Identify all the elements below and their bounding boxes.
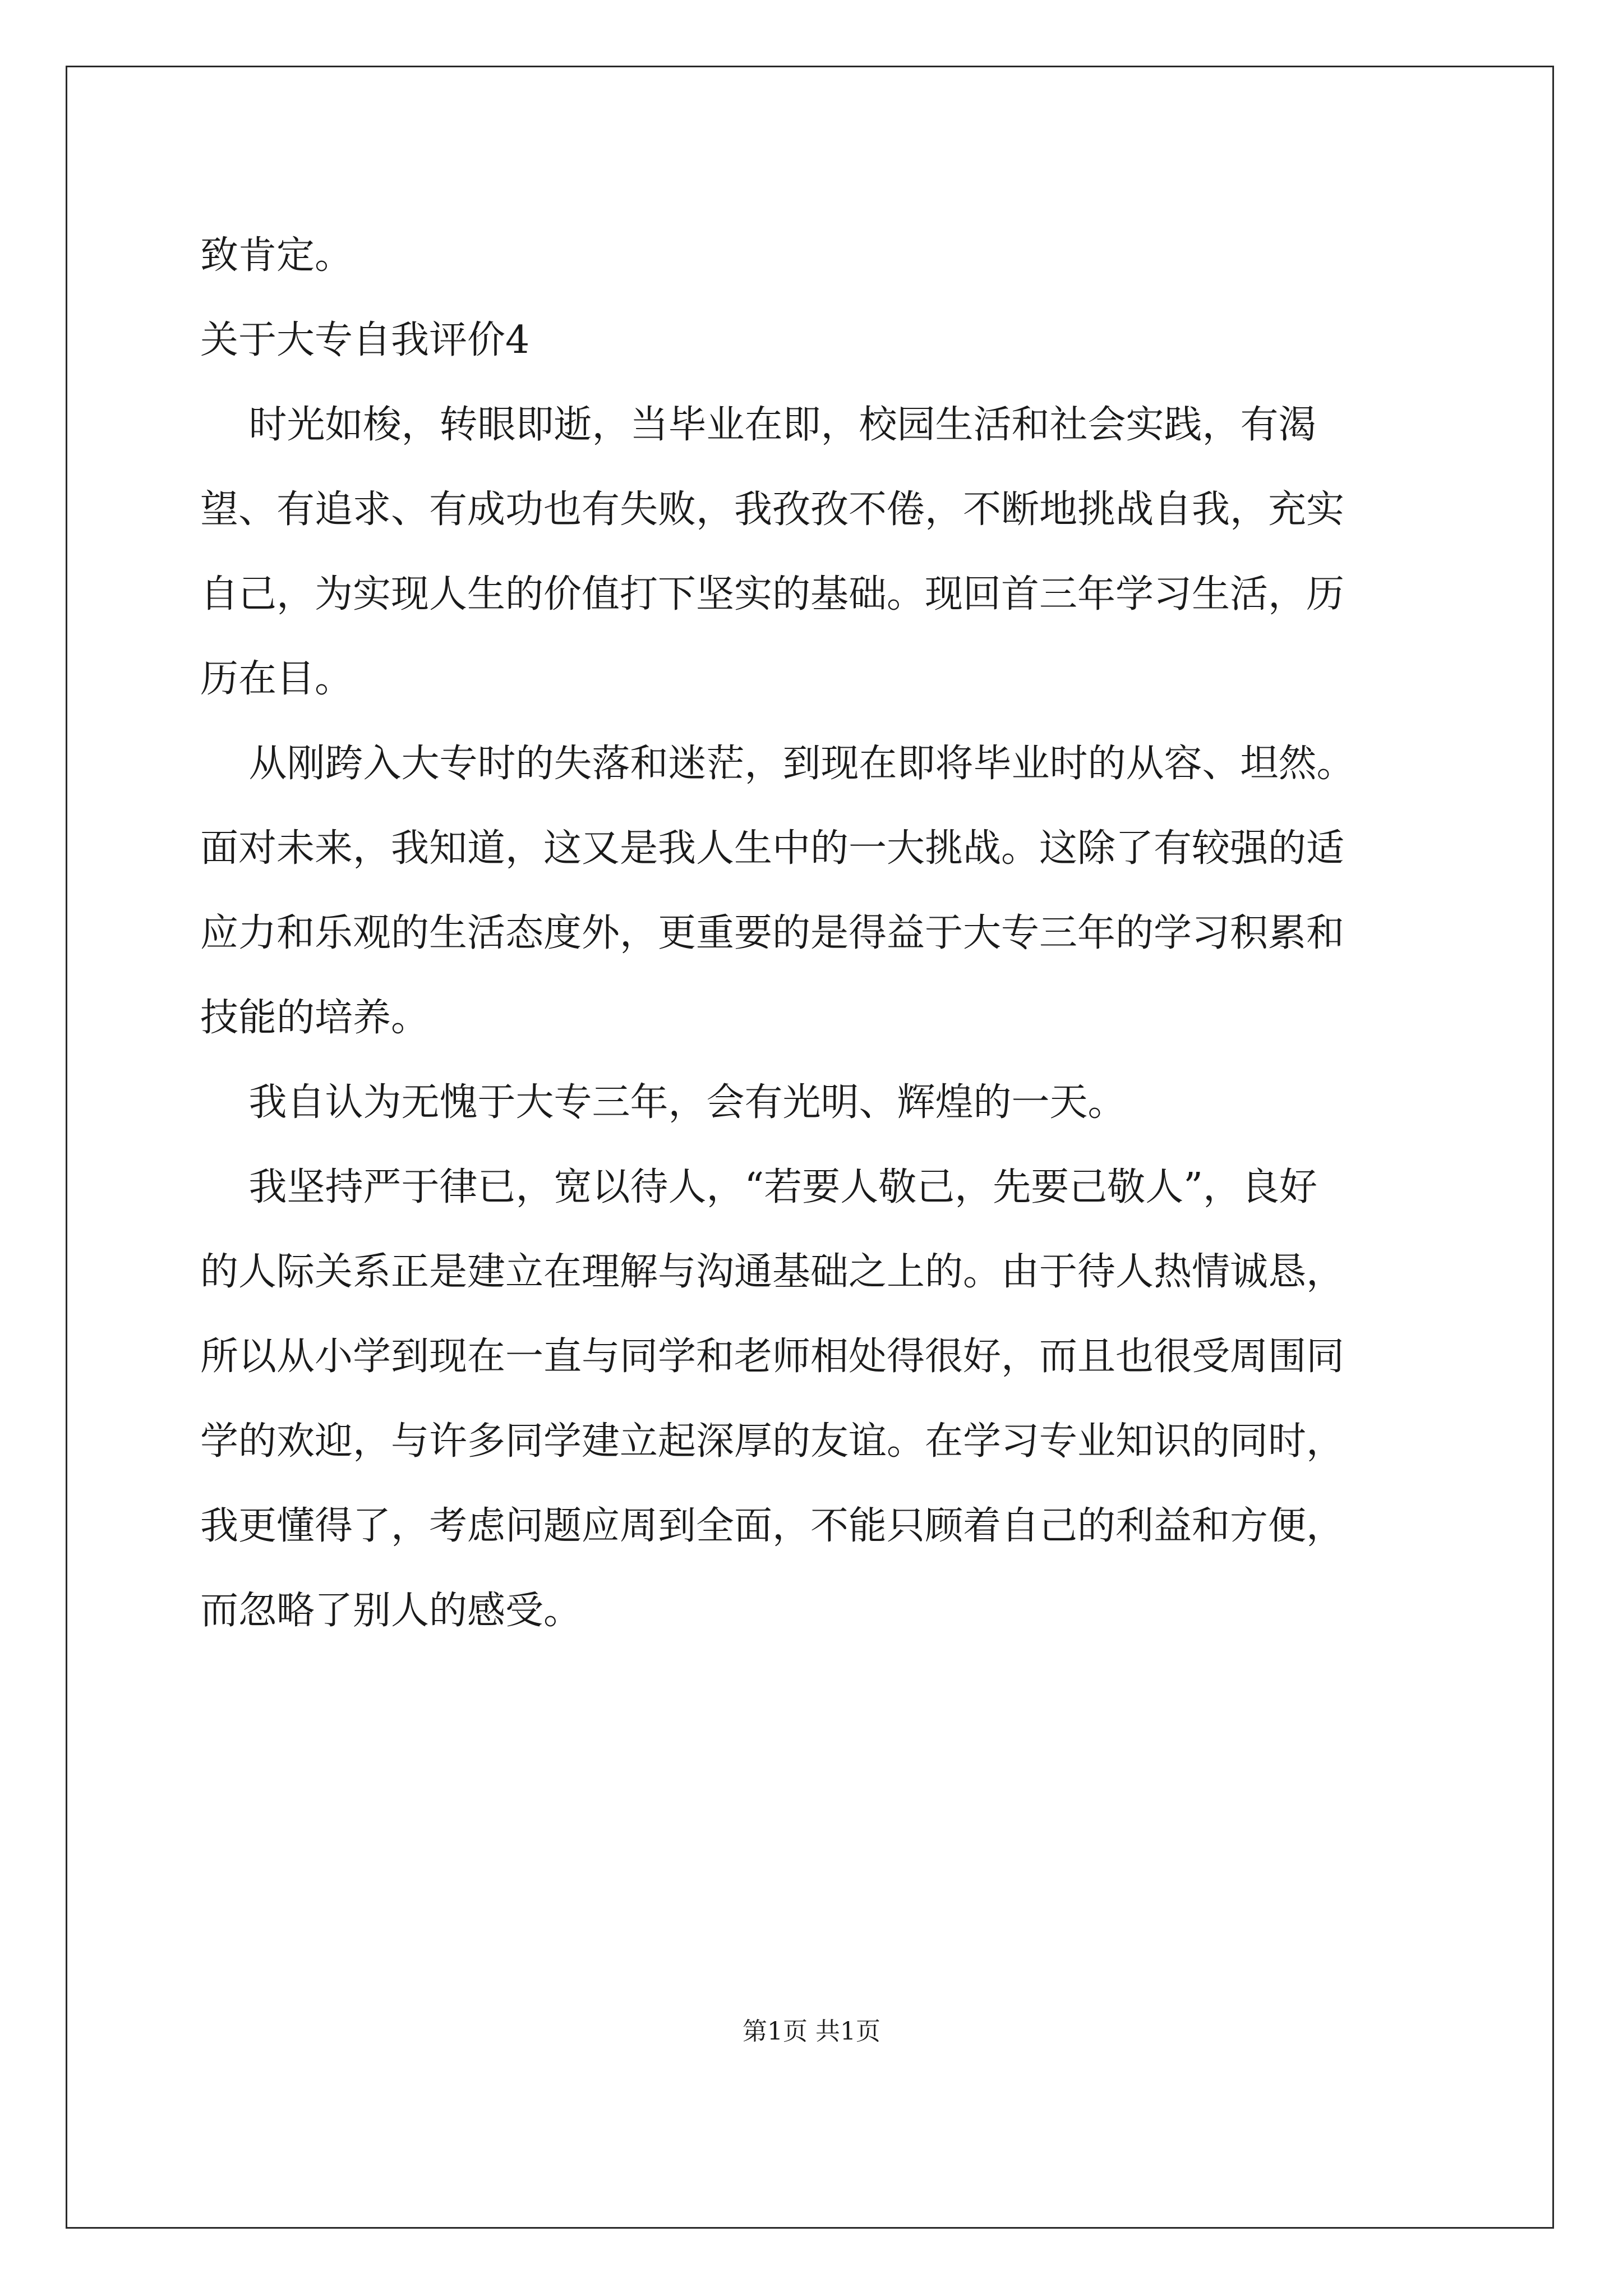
text-line: 而忽略了别人的感受。 xyxy=(200,1589,582,1633)
text-line: 技能的培养。 xyxy=(200,996,430,1040)
page-footer: 第1页 共1页 xyxy=(743,2017,880,2046)
text-line: 致肯定。 xyxy=(200,233,353,278)
text-line: 望、有追求、有成功也有失败，我孜孜不倦，不断地挑战自我，充实 xyxy=(200,487,1345,532)
text-line: 我更懂得了，考虑问题应周到全面，不能只顾着自己的利益和方便， xyxy=(200,1504,1345,1548)
text-line: 历在目。 xyxy=(200,657,353,701)
text-line: 学的欢迎，与许多同学建立起深厚的友谊。在学习专业知识的同时， xyxy=(200,1419,1345,1464)
text-line: 的人际关系正是建立在理解与沟通基础之上的。由于待人热情诚恳， xyxy=(200,1250,1345,1294)
text-line: 所以从小学到现在一直与同学和老师相处得很好，而且也很受周围同 xyxy=(200,1335,1345,1379)
text-line: 面对未来，我知道，这又是我人生中的一大挑战。这除了有较强的适 xyxy=(200,826,1345,871)
text-line: 我坚持严于律已，宽以待人，“若要人敬己，先要己敬人”，良好 xyxy=(200,1165,1317,1209)
text-line: 时光如梭，转眼即逝，当毕业在即，校园生活和社会实践，有渴 xyxy=(200,403,1317,447)
section-heading: 关于大专自我评价4 xyxy=(200,318,530,362)
text-line: 从刚跨入大专时的失落和迷茫，到现在即将毕业时的从容、坦然。 xyxy=(200,742,1355,786)
document-body xyxy=(200,213,1440,1653)
text-line: 应力和乐观的生活态度外，更重要的是得益于大专三年的学习积累和 xyxy=(200,911,1345,955)
text-line: 我自认为无愧于大专三年，会有光明、辉煌的一天。 xyxy=(200,1080,1126,1125)
text-line: 自己，为实现人生的价值打下坚实的基础。现回首三年学习生活，历 xyxy=(200,572,1345,616)
